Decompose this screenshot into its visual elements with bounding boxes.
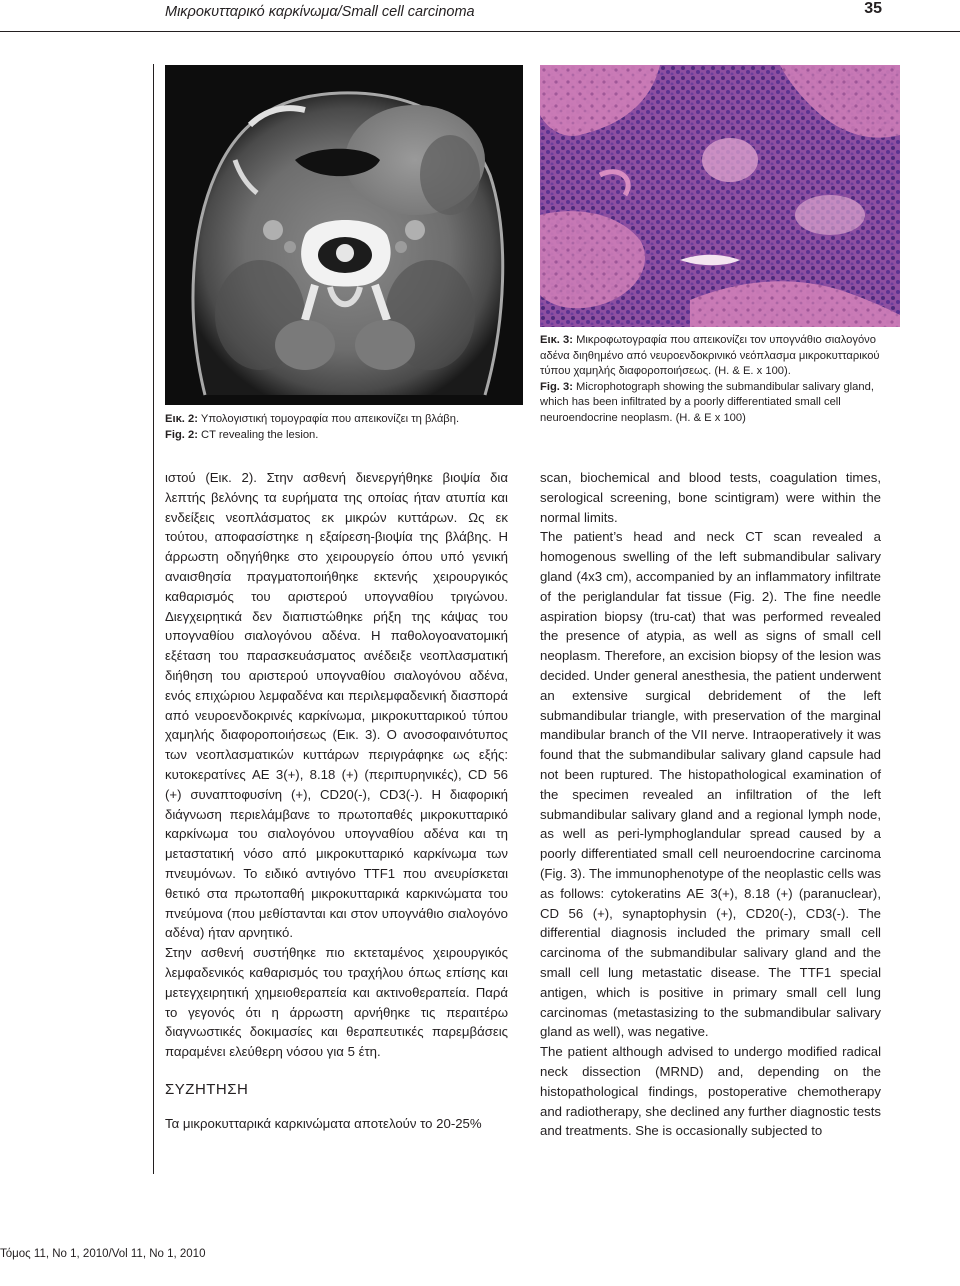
left-paragraph-3: Τα μικροκυτταρικά καρκινώματα αποτελούν το 20-25% — [165, 1115, 482, 1131]
figure-3-text-english: Microphotograph showing the submandibular salivary gland, which has been infiltrated by a poorly differentiated small cell neuroendocrine neoplasm. (H. & E x 100) — [540, 380, 874, 424]
figure-2-caption-greek — [165, 412, 525, 428]
page-footer: Τόμος 11, No 1, 2010/Vol 11, No 1, 2010 — [0, 1248, 206, 1260]
figure-3-label-english: Fig. 3: — [540, 380, 573, 393]
running-header — [0, 0, 960, 32]
section-heading-discussion: ΣΥΖΗΤΗΣΗ — [165, 1080, 249, 1098]
right-paragraph-3: The patient although advised to undergo modified radical neck dissection (MRND) and, depending on the histopathological findings, postoperative chemotherapy and radiotherapy, she declined any further diagnostic tests and treatments. She is occasionally subjected to — [540, 1044, 881, 1139]
running-title: Μικροκυτταρικό καρκίνωμα/Small cell carcinoma — [165, 4, 475, 20]
figure-3-caption-english — [540, 380, 885, 427]
figure-2-label-greek: Εικ. 2: — [165, 413, 198, 425]
figure-3-label-greek: Εικ. 3: — [540, 334, 573, 346]
header-rule — [0, 31, 960, 32]
margin-rule — [153, 64, 154, 1174]
page-number: 35 — [864, 0, 882, 17]
figure-2-text-english: CT revealing the lesion. — [197, 428, 319, 441]
figure-3-caption-greek — [540, 333, 885, 380]
right-text-column — [540, 468, 881, 1141]
figure-2-caption — [165, 412, 525, 443]
left-paragraph-1: ιστού (Εικ. 2). Στην ασθενή διενεργήθηκε βιοψία δια λεπτής βελόνης τα ευρήματα της οποίας ήταν ατυπία και ενδείξεις νεοπλάσματος εκ μικρών κυττάρων. Ως εκ τούτου, αποφασίστηκε η εξαίρεση-βιοψία της βλάβης. Η άρρωστη οδηγήθηκε στο χειρουργείο όπου υπό γενική αναισθησία πραγματοποιήθηκε εκτενής χειρουργικός καθαρισμός του αριστερού υπογναθίου τριγώνου. Διεγχειρητικά δεν διαπιστώθηκε ρήξη της κάψας του υπογναθίου σιαλογόνου αδένα. Η παθολογοανατομική εξέταση του παρασκευάσματος ανέδειξε νεοπλασματική διήθηση του αριστερού υπογναθίου σιαλογόνου αδένα, ενός επιχώριου λεμφαδένα και περιλεμφαδενική διασπορά από νευροενδοκρινές καρκίνωμα, μικροκυτταρικού τύπου χαμηλής διαφοροποιήσεως (Εικ. 3). Ο ανοσοφαινότυπος των νεοπλασματικών κυττάρων περιγράφηκε ως εξής: κυτοκερατίνες AE 3(+), 8.18 (+) (περιπυρηνικές), CD 56 (+) συναπτοφυσίνη (+), CD20(-), CD3(-). Η διαφορική διάγνωση περιελάμβανε το πρωτοπαθές μικροκυτταρικό καρκίνωμα του σιαλογόνου υπογναθίου αδένα και τη μεταστατική νόσο από μικροκυτταρικό καρκίνωμα των πνευμόνων. Το ειδικό αντιγόνο TTF1 που ανευρίσκεται θετικό στα πρωτοπαθή μικροκυτταρικά καρκινώματα του πνεύμονα (που μεθίστανται και στον υπογνάθιο σιαλογόνο αδένα) ήταν αρνητικό. — [165, 470, 508, 941]
histology-figure — [540, 65, 900, 327]
figure-3-text-greek: Μικροφωτογραφία που απεικονίζει τον υπογνάθιο σιαλογόνο αδένα διηθημένο από νευροενδοκρινικό νεόπλασμα μικροκυτταρικού τύπου χαμηλής διαφοροποιήσεως. (H. & E. x 100). — [540, 334, 880, 377]
left-paragraph-2: Στην ασθενή συστήθηκε πιο εκτεταμένος χειρουργικός λεμφαδενικός καθαρισμός του τραχήλου όπως επίσης και μετεγχειρητική χημειοθεραπεία και ακτινοθεραπεία. Παρά το γεγονός ότι η άρρωστη αρνήθηκε τις περαιτέρω διαγνωστικές δοκιμασίες και θεραπευτικές παρεμβάσεις παραμένει ελεύθερη νόσου για 5 έτη. — [165, 945, 508, 1060]
figure-2-label-english: Fig. 2: — [165, 428, 198, 441]
figure-2-caption-english — [165, 428, 525, 444]
figure-3-caption — [540, 333, 885, 426]
right-paragraph-2: The patient’s head and neck CT scan revealed a homogenous swelling of the left submandibular salivary gland (4x3 cm), accompanied by an inflammatory infiltrate of the periglandular fat tissue (Fig. 2). The fine needle aspiration biopsy (tru-cat) that was performed revealed the presence of atypia, as well as signs of small cell neoplasm. Therefore, an excision biopsy of the lesion was decided. Under general anesthesia, the patient underwent an extensive surgical debridement of the left submandibular triangle, with preservation of the marginal mandibular branch of the VII nerve. Intraoperatively it was found that the submandibular salivary gland capsule had not been ruptured. The histopathological examination of the specimen revealed an infiltration of the left submandibular salivary gland and a regional lymph node, as well as peri-lymphoglandular spread caused by a poorly differentiated small cell neuroendocrine carcinoma (Fig. 3). The immunophenotype of the neoplastic cells was as follows: cytokeratins AE 3(+), 8.18 (+) (paranuclear), CD 56 (+), synaptophysin (+), CD20(-), CD3(-). The differential diagnosis included the primary small cell carcinoma of the submandibular salivary gland and the small cell lung metastatic disease. The TTF1 special antigen, which is positive in primary small cell lung carcinomas (metastasizing to the submandibular salivary gland as well), was negative. — [540, 529, 881, 1040]
ct-scan-image — [165, 65, 523, 405]
histology-image — [540, 65, 900, 327]
ct-scan-figure — [165, 65, 523, 405]
left-text-column — [165, 468, 508, 1134]
figure-2-text-greek: Υπολογιστική τομογραφία που απεικονίζει τη βλάβη. — [197, 413, 460, 425]
right-paragraph-1: scan, biochemical and blood tests, coagulation times, serological screening, bone scintigram) were within the normal limits. — [540, 470, 881, 525]
